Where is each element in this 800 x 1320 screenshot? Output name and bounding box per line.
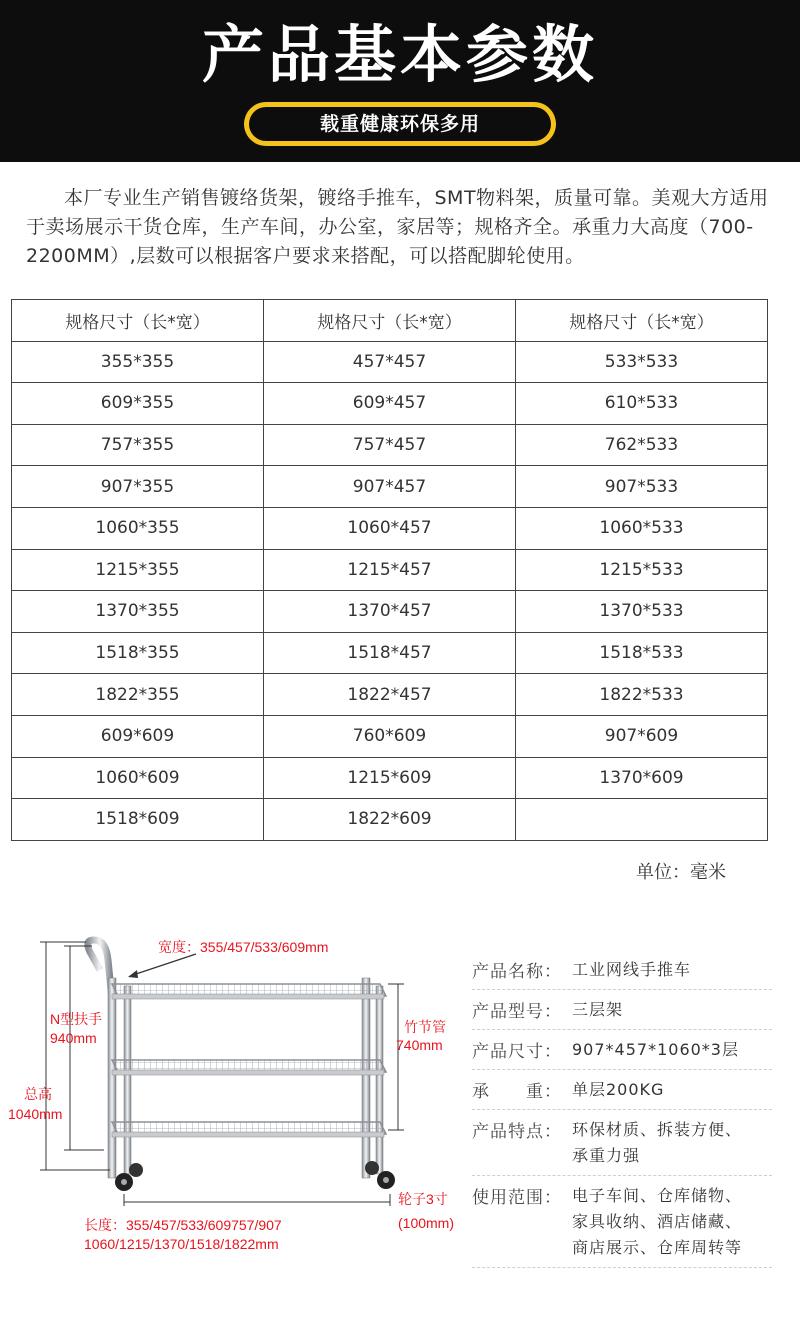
total-height-label: 总高	[24, 1086, 52, 1102]
spec-value: 工业网线手推车	[572, 960, 692, 979]
spec-row	[472, 1110, 772, 1176]
table-cell: 1060*533	[516, 507, 768, 549]
table-cell: 1215*457	[264, 549, 516, 591]
size-table	[11, 299, 768, 841]
table-cell: 1215*609	[264, 757, 516, 799]
table-row	[12, 507, 768, 549]
table-cell: 907*355	[12, 466, 264, 508]
table-cell: 907*609	[516, 715, 768, 757]
table-cell: 907*457	[264, 466, 516, 508]
table-cell: 610*533	[516, 383, 768, 425]
pole-length: 740mm	[396, 1037, 443, 1053]
table-row	[12, 715, 768, 757]
total-height-value: 1040mm	[8, 1106, 63, 1122]
table-cell: 760*609	[264, 715, 516, 757]
table-cell: 1518*355	[12, 632, 264, 674]
table-row	[12, 424, 768, 466]
table-header-row	[12, 300, 768, 342]
table-cell: 907*533	[516, 466, 768, 508]
table-cell: 609*609	[12, 715, 264, 757]
table-body	[12, 341, 768, 840]
spec-key: 产品尺寸：	[472, 1042, 562, 1062]
table-cell	[516, 799, 768, 841]
cart-illustration	[0, 930, 470, 1260]
spec-value: 环保材质、拆装方便、	[572, 1120, 743, 1139]
handle-label: N型扶手	[50, 1011, 103, 1027]
table-cell: 1370*457	[264, 591, 516, 633]
table-row	[12, 383, 768, 425]
table-cell: 1518*457	[264, 632, 516, 674]
subtitle-text: 载重健康环保多用	[319, 113, 480, 135]
table-header-cell: 规格尺寸（长*宽）	[516, 300, 768, 342]
table-row	[12, 549, 768, 591]
pole-label: 竹节管	[404, 1019, 446, 1035]
table-row	[12, 799, 768, 841]
length-label-line2: 1060/1215/1370/1518/1822mm	[84, 1236, 279, 1252]
spec-value: 三层架	[572, 1000, 624, 1019]
table-cell: 1822*355	[12, 674, 264, 716]
unit-note: 单位：毫米	[636, 862, 726, 883]
product-specs	[472, 950, 772, 1268]
spec-key: 产品名称：	[472, 962, 562, 982]
table-header-cell: 规格尺寸（长*宽）	[264, 300, 516, 342]
table-cell: 1822*457	[264, 674, 516, 716]
spec-value: 907*457*1060*3层	[572, 1040, 739, 1059]
table-cell: 1060*355	[12, 507, 264, 549]
spec-key: 承 重：	[472, 1082, 562, 1102]
table-row	[12, 591, 768, 633]
spec-row	[472, 1030, 772, 1070]
table-cell: 609*457	[264, 383, 516, 425]
table-cell: 1370*533	[516, 591, 768, 633]
table-row	[12, 466, 768, 508]
table-cell: 355*355	[12, 341, 264, 383]
table-cell: 1060*457	[264, 507, 516, 549]
table-cell: 533*533	[516, 341, 768, 383]
spec-row	[472, 1176, 772, 1268]
table-cell: 1518*609	[12, 799, 264, 841]
table-cell: 609*355	[12, 383, 264, 425]
spec-row	[472, 990, 772, 1030]
spec-value: 承重力强	[572, 1146, 641, 1165]
table-cell: 1215*355	[12, 549, 264, 591]
table-cell: 1822*533	[516, 674, 768, 716]
table-cell: 762*533	[516, 424, 768, 466]
spec-value: 家具收纳、酒店储藏、	[572, 1212, 743, 1231]
cart-diagram	[0, 930, 470, 1260]
table-cell: 1370*609	[516, 757, 768, 799]
table-cell: 1370*355	[12, 591, 264, 633]
table-header-cell: 规格尺寸（长*宽）	[12, 300, 264, 342]
width-label: 宽度：355/457/533/609mm	[158, 939, 329, 955]
table-cell: 1215*533	[516, 549, 768, 591]
spec-key: 产品型号：	[472, 1002, 562, 1022]
spec-row	[472, 950, 772, 990]
table-row	[12, 674, 768, 716]
table-cell: 1518*533	[516, 632, 768, 674]
wheel-label: 轮子3寸	[398, 1191, 448, 1207]
length-label: 长度：355/457/533/609757/907	[84, 1217, 282, 1233]
intro-paragraph: 本厂专业生产销售镀络货架，镀络手推车，SMT物料架，质量可靠。美观大方适用于卖场展示干货仓库，生产车间，办公室，家居等；规格齐全。承重力大高度（700-2200MM）,层数可以根据客户要求来搭配，可以搭配脚轮使用。	[26, 187, 769, 267]
spec-value: 电子车间、仓库储物、	[572, 1186, 743, 1205]
table-cell: 757*355	[12, 424, 264, 466]
table-cell: 1060*609	[12, 757, 264, 799]
spec-row	[472, 1070, 772, 1110]
handle-length: 940mm	[50, 1030, 97, 1046]
page-title: 产品基本参数	[201, 18, 598, 91]
table-row	[12, 341, 768, 383]
spec-value: 商店展示、仓库周转等	[572, 1238, 743, 1257]
table-row	[12, 632, 768, 674]
spec-value: 单层200KG	[572, 1080, 665, 1099]
spec-key: 使用范围：	[472, 1188, 562, 1208]
table-cell: 457*457	[264, 341, 516, 383]
table-row	[12, 757, 768, 799]
subtitle-pill	[244, 102, 556, 146]
table-cell: 757*457	[264, 424, 516, 466]
table-cell: 1822*609	[264, 799, 516, 841]
header-banner	[0, 0, 800, 162]
wheel-size: (100mm)	[398, 1215, 455, 1231]
spec-key: 产品特点：	[472, 1122, 562, 1142]
